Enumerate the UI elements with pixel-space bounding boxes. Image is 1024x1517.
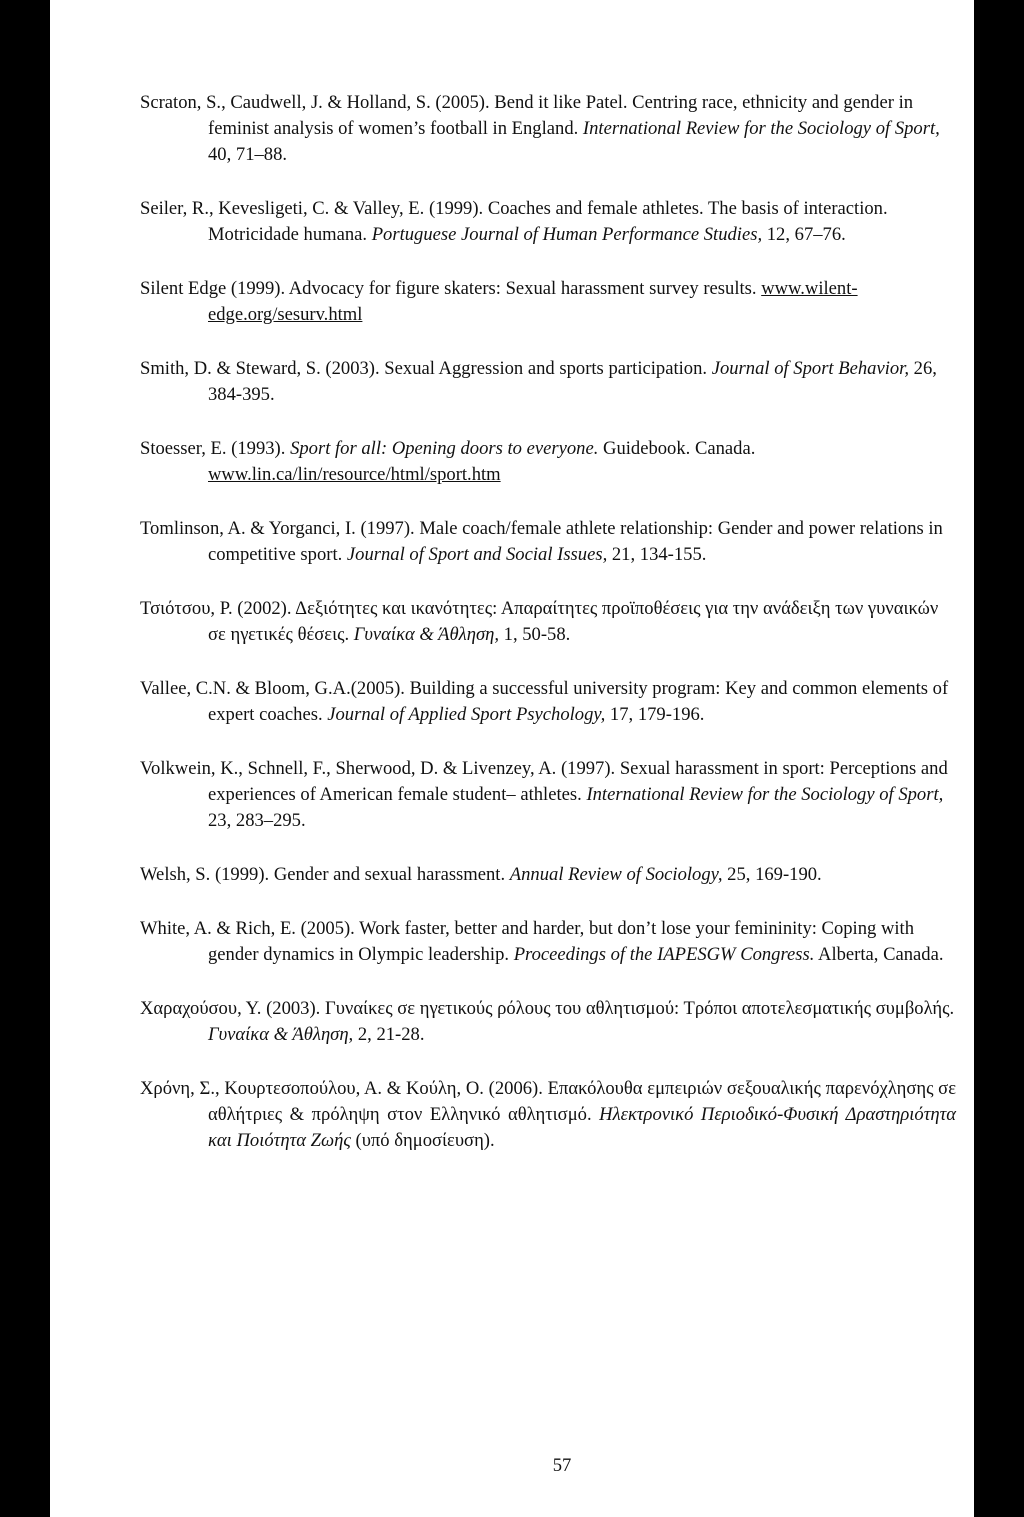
reference-text: Seiler, R., Kevesligeti, C. & Valley, E. (1999). Coaches and female athletes. The basis of interaction. Motricidade humana. <box>140 198 888 245</box>
reference-text: (υπό δημοσίευση). <box>350 1130 495 1151</box>
reference-entry <box>140 916 956 968</box>
reference-source-title: Γυναίκα & Άθληση, <box>353 624 499 645</box>
reference-source-title: Γυναίκα & Άθληση, <box>208 1024 354 1045</box>
reference-text: Welsh, S. (1999). Gender and sexual harassment. <box>140 864 510 885</box>
reference-text: 23, 283–295. <box>208 810 306 831</box>
reference-entry <box>140 862 956 888</box>
reference-text: 2, 21-28. <box>353 1024 425 1045</box>
reference-text: Smith, D. & Steward, S. (2003). Sexual Aggression and sports participation. <box>140 358 712 379</box>
reference-entry <box>140 90 956 168</box>
reference-source-title: International Review for the Sociology of Sport, <box>582 118 940 139</box>
reference-source-title: Journal of Sport Behavior, <box>711 358 909 379</box>
reference-text: Silent Edge (1999). Advocacy for figure skaters: Sexual harassment survey results. <box>140 278 762 299</box>
reference-text: 17, 179-196. <box>605 704 705 725</box>
reference-entry <box>140 676 956 728</box>
page-number: 57 <box>552 1455 572 1476</box>
reference-source-title: Journal of Sport and Social Issues, <box>346 544 608 565</box>
reference-source-title: Ηλεκτρονικό Περιοδικό-Φυσική Δραστηριότητα και Ποιότητα Ζωής <box>208 1104 956 1151</box>
reference-list <box>140 90 956 1182</box>
reference-text: Stoesser, E. (1993). <box>140 438 291 459</box>
reference-source-title: Portuguese Journal of Human Performance Studies, <box>371 224 763 245</box>
reference-entry <box>140 756 956 834</box>
reference-entry <box>140 436 956 488</box>
reference-text: 21, 134-155. <box>607 544 707 565</box>
reference-url: www.wilent-edge.org/sesurv.html <box>208 278 858 325</box>
reference-source-title: Journal of Applied Sport Psychology, <box>327 704 606 725</box>
reference-entry <box>140 196 956 248</box>
reference-entry <box>140 1076 956 1154</box>
reference-entry <box>140 356 956 408</box>
reference-text: Scraton, S., Caudwell, J. & Holland, S. (2005). Bend it like Patel. Centring race, ethnicity and gender in feminist analysis of women’s football in England. <box>140 92 914 139</box>
reference-text: 12, 67–76. <box>762 224 846 245</box>
reference-source-title: Proceedings of the IAPESGW Congress. <box>513 944 815 965</box>
reference-entry <box>140 276 956 328</box>
reference-text: Vallee, C.N. & Bloom, G.A.(2005). Building a successful university program: Key and common elements of expert coaches. <box>140 678 949 725</box>
reference-text: 40, 71–88. <box>208 144 288 165</box>
reference-source-title: Annual Review of Sociology, <box>509 864 723 885</box>
reference-source-title: Sport for all: Opening doors to everyone. <box>290 438 599 459</box>
reference-text: 26, 384-395. <box>208 358 937 405</box>
reference-text: Χαραχούσου, Υ. (2003). Γυναίκες σε ηγετικούς ρόλους του αθλητισμού: Τρόποι αποτελεσματικής συμβολής. <box>140 998 955 1019</box>
reference-text: Guidebook. Canada. <box>598 438 756 459</box>
reference-text: Tomlinson, A. & Yorganci, I. (1997). Male coach/female athlete relationship: Gender and power relations in competitive sport. <box>140 518 943 565</box>
reference-text: Χρόνη, Σ., Κουρτεσοπούλου, Α. & Κούλη, Ο. (2006). Επακόλουθα εμπειριών σεξουαλικής παρενόχλησης σε αθλήτριες & πρόληψη στον Ελληνικό αθλητισμό. <box>140 1078 956 1125</box>
reference-text: Τσιότσου, Ρ. (2002). Δεξιότητες και ικανότητες: Απαραίτητες προϊποθέσεις για την ανάδειξη των γυναικών σε ηγετικές θέσεις. <box>140 598 939 645</box>
reference-source-title: International Review for the Sociology of Sport, <box>586 784 944 805</box>
reference-text: Volkwein, K., Schnell, F., Sherwood, D. & Livenzey, A. (1997). Sexual harassment in sport: Perceptions and experiences of American female student– athletes. <box>140 758 948 805</box>
reference-text: 25, 169-190. <box>722 864 822 885</box>
reference-text: Alberta, Canada. <box>814 944 944 965</box>
reference-entry <box>140 516 956 568</box>
reference-text: 1, 50-58. <box>499 624 571 645</box>
reference-text: White, A. & Rich, E. (2005). Work faster, better and harder, but don’t lose your femininity: Coping with gender dynamics in Olympic leadership. <box>140 918 915 965</box>
reference-url: www.lin.ca/lin/resource/html/sport.htm <box>208 464 501 485</box>
reference-entry <box>140 596 956 648</box>
reference-entry <box>140 996 956 1048</box>
